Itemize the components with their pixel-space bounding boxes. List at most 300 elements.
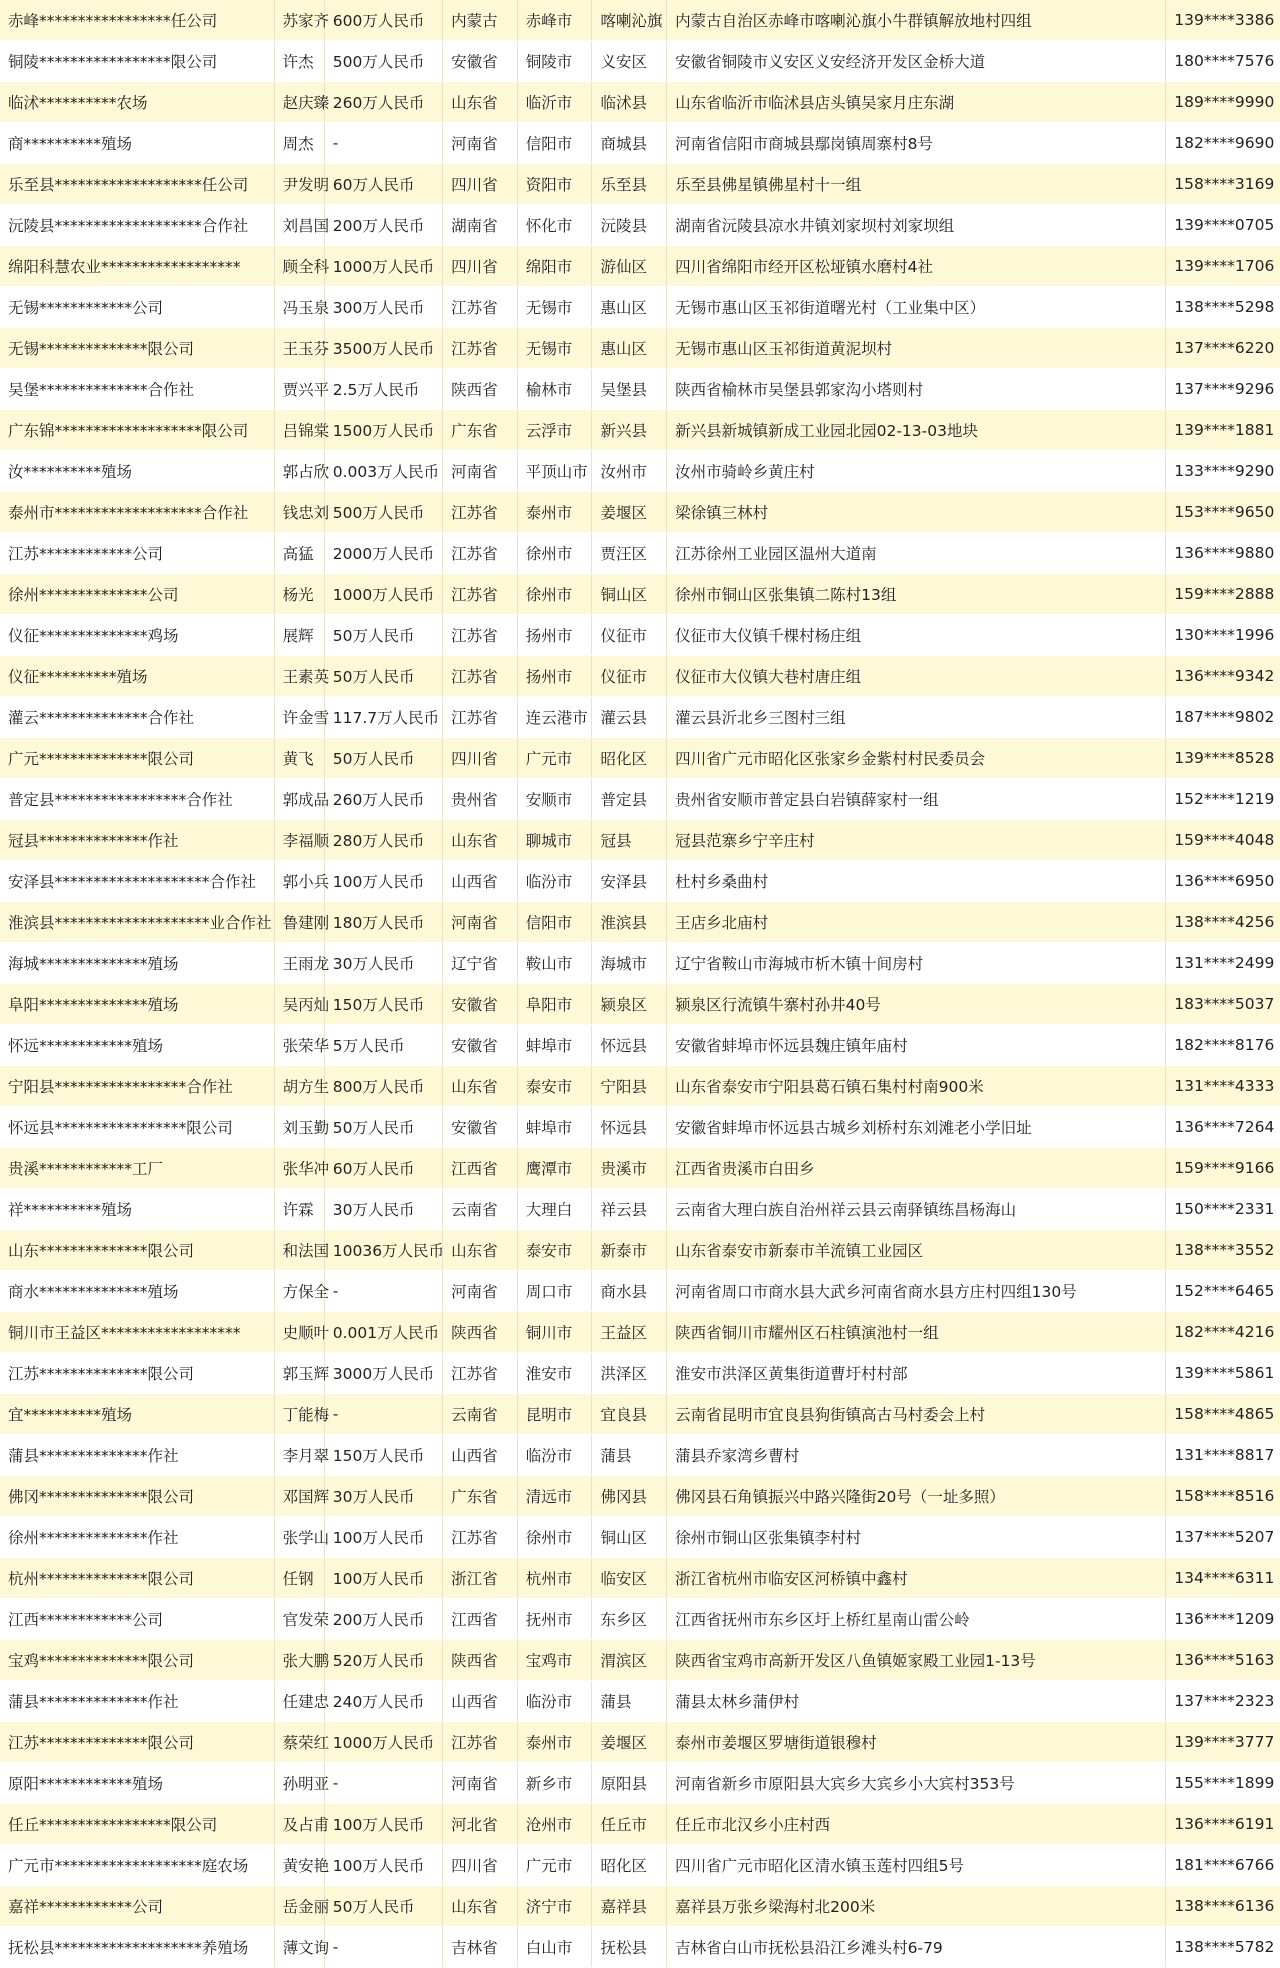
province-cell: 山东省 [443, 1886, 518, 1927]
province-cell: 四川省 [443, 164, 518, 205]
county-cell: 喀喇沁旗 [592, 0, 667, 41]
legal-person-cell: 贾兴平 [274, 369, 324, 410]
county-cell: 灌云县 [592, 697, 667, 738]
company-name-cell: 乐至县*******************任公司 [0, 164, 274, 205]
legal-person-cell: 张华冲 [274, 1148, 324, 1189]
table-row [0, 984, 1280, 1025]
province-cell: 辽宁省 [443, 943, 518, 984]
province-cell: 山东省 [443, 820, 518, 861]
table-row [0, 1353, 1280, 1394]
company-name-cell: 仪征**********殖场 [0, 656, 274, 697]
table-row [0, 328, 1280, 369]
legal-person-cell: 岳金丽 [274, 1886, 324, 1927]
province-cell: 云南省 [443, 1189, 518, 1230]
province-cell: 陕西省 [443, 1640, 518, 1681]
province-cell: 江苏省 [443, 533, 518, 574]
city-cell: 扬州市 [517, 615, 592, 656]
province-cell: 江苏省 [443, 492, 518, 533]
registered-capital-cell: - [324, 1927, 442, 1968]
address-cell: 四川省广元市昭化区清水镇玉莲村四组5号 [667, 1845, 1166, 1886]
address-cell: 浙江省杭州市临安区河桥镇中鑫村 [667, 1558, 1166, 1599]
legal-person-cell: 郭小兵 [274, 861, 324, 902]
legal-person-cell: 李月翠 [274, 1435, 324, 1476]
phone-cell: 183****5037 [1166, 984, 1280, 1025]
table-row [0, 779, 1280, 820]
county-cell: 姜堰区 [592, 492, 667, 533]
legal-person-cell: 刘玉勤 [274, 1107, 324, 1148]
province-cell: 安徽省 [443, 41, 518, 82]
province-cell: 河南省 [443, 451, 518, 492]
company-name-cell: 宜**********殖场 [0, 1394, 274, 1435]
phone-cell: 137****5207 [1166, 1517, 1280, 1558]
table-row [0, 1312, 1280, 1353]
phone-cell: 136****1209 [1166, 1599, 1280, 1640]
phone-cell: 155****1899 [1166, 1763, 1280, 1804]
registered-capital-cell: 50万人民币 [324, 738, 442, 779]
legal-person-cell: 高猛 [274, 533, 324, 574]
legal-person-cell: 方保全 [274, 1271, 324, 1312]
city-cell: 聊城市 [517, 820, 592, 861]
registered-capital-cell: 300万人民币 [324, 287, 442, 328]
address-cell: 山东省临沂市临沭县店头镇吴家月庄东湖 [667, 82, 1166, 123]
registered-capital-cell: - [324, 1271, 442, 1312]
phone-cell: 187****9802 [1166, 697, 1280, 738]
address-cell: 贵州省安顺市普定县白岩镇薛家村一组 [667, 779, 1166, 820]
legal-person-cell: 刘昌国 [274, 205, 324, 246]
address-cell: 河南省周口市商水县大武乡河南省商水县方庄村四组130号 [667, 1271, 1166, 1312]
address-cell: 冠县范寨乡宁辛庄村 [667, 820, 1166, 861]
address-cell: 山东省泰安市宁阳县葛石镇石集村村南900米 [667, 1066, 1166, 1107]
registered-capital-cell: 30万人民币 [324, 1476, 442, 1517]
city-cell: 徐州市 [517, 533, 592, 574]
county-cell: 颍泉区 [592, 984, 667, 1025]
province-cell: 山东省 [443, 82, 518, 123]
table-row [0, 1640, 1280, 1681]
phone-cell: 134****6311 [1166, 1558, 1280, 1599]
phone-cell: 131****4333 [1166, 1066, 1280, 1107]
phone-cell: 189****9990 [1166, 82, 1280, 123]
company-name-cell: 临沭**********农场 [0, 82, 274, 123]
company-name-cell: 山东**************限公司 [0, 1230, 274, 1271]
company-name-cell: 广元**************限公司 [0, 738, 274, 779]
phone-cell: 136****9342 [1166, 656, 1280, 697]
company-name-cell: 吴堡**************合作社 [0, 369, 274, 410]
phone-cell: 136****6191 [1166, 1804, 1280, 1845]
phone-cell: 131****2499 [1166, 943, 1280, 984]
legal-person-cell: 蔡荣红 [274, 1722, 324, 1763]
county-cell: 东乡区 [592, 1599, 667, 1640]
registered-capital-cell: 30万人民币 [324, 943, 442, 984]
city-cell: 沧州市 [517, 1804, 592, 1845]
table-row [0, 1107, 1280, 1148]
legal-person-cell: 郭成品 [274, 779, 324, 820]
legal-person-cell: 孙明亚 [274, 1763, 324, 1804]
company-name-cell: 怀远************殖场 [0, 1025, 274, 1066]
legal-person-cell: 张大鹏 [274, 1640, 324, 1681]
county-cell: 惠山区 [592, 328, 667, 369]
company-name-cell: 铜川市王益区****************** [0, 1312, 274, 1353]
legal-person-cell: 王玉芬 [274, 328, 324, 369]
phone-cell: 138****4256 [1166, 902, 1280, 943]
legal-person-cell: 鲁建刚 [274, 902, 324, 943]
province-cell: 河北省 [443, 1804, 518, 1845]
legal-person-cell: 吕锦棠 [274, 410, 324, 451]
city-cell: 赤峰市 [517, 0, 592, 41]
county-cell: 淮滨县 [592, 902, 667, 943]
legal-person-cell: 张荣华 [274, 1025, 324, 1066]
province-cell: 吉林省 [443, 1927, 518, 1968]
phone-cell: 182****8176 [1166, 1025, 1280, 1066]
company-name-cell: 仪征**************鸡场 [0, 615, 274, 656]
address-cell: 仪征市大仪镇千棵村杨庄组 [667, 615, 1166, 656]
registered-capital-cell: 150万人民币 [324, 984, 442, 1025]
company-name-cell: 原阳************殖场 [0, 1763, 274, 1804]
phone-cell: 139****1881 [1166, 410, 1280, 451]
registered-capital-cell: 520万人民币 [324, 1640, 442, 1681]
registered-capital-cell: 1000万人民币 [324, 574, 442, 615]
registered-capital-cell: 60万人民币 [324, 164, 442, 205]
city-cell: 怀化市 [517, 205, 592, 246]
city-cell: 鞍山市 [517, 943, 592, 984]
company-name-cell: 贵溪************工厂 [0, 1148, 274, 1189]
registered-capital-cell: 260万人民币 [324, 779, 442, 820]
legal-person-cell: 李福顺 [274, 820, 324, 861]
table-row [0, 123, 1280, 164]
city-cell: 信阳市 [517, 902, 592, 943]
address-cell: 江西省贵溪市白田乡 [667, 1148, 1166, 1189]
county-cell: 游仙区 [592, 246, 667, 287]
phone-cell: 139****0705 [1166, 205, 1280, 246]
company-name-cell: 蒲县**************作社 [0, 1681, 274, 1722]
address-cell: 王店乡北庙村 [667, 902, 1166, 943]
city-cell: 泰安市 [517, 1066, 592, 1107]
county-cell: 祥云县 [592, 1189, 667, 1230]
province-cell: 安徽省 [443, 984, 518, 1025]
province-cell: 贵州省 [443, 779, 518, 820]
address-cell: 陕西省榆林市吴堡县郭家沟小塔则村 [667, 369, 1166, 410]
province-cell: 山西省 [443, 1681, 518, 1722]
legal-person-cell: 薄文询 [274, 1927, 324, 1968]
registered-capital-cell: 0.001万人民币 [324, 1312, 442, 1353]
registered-capital-cell: 500万人民币 [324, 41, 442, 82]
county-cell: 原阳县 [592, 1763, 667, 1804]
company-name-cell: 任丘*****************限公司 [0, 1804, 274, 1845]
legal-person-cell: 许霖 [274, 1189, 324, 1230]
county-cell: 商水县 [592, 1271, 667, 1312]
company-name-cell: 淮滨县********************业合作社 [0, 902, 274, 943]
address-cell: 河南省新乡市原阳县大宾乡大宾乡小大宾村353号 [667, 1763, 1166, 1804]
registered-capital-cell: 180万人民币 [324, 902, 442, 943]
company-name-cell: 广元市*******************庭农场 [0, 1845, 274, 1886]
province-cell: 广东省 [443, 1476, 518, 1517]
legal-person-cell: 黄安艳 [274, 1845, 324, 1886]
county-cell: 蒲县 [592, 1435, 667, 1476]
table-row [0, 902, 1280, 943]
registered-capital-cell: 30万人民币 [324, 1189, 442, 1230]
legal-person-cell: 王素英 [274, 656, 324, 697]
address-cell: 汝州市骑岭乡黄庄村 [667, 451, 1166, 492]
phone-cell: 136****5163 [1166, 1640, 1280, 1681]
company-name-cell: 商**********殖场 [0, 123, 274, 164]
city-cell: 临汾市 [517, 1435, 592, 1476]
table-row [0, 656, 1280, 697]
company-name-cell: 嘉祥************公司 [0, 1886, 274, 1927]
county-cell: 贵溪市 [592, 1148, 667, 1189]
city-cell: 临汾市 [517, 1681, 592, 1722]
city-cell: 扬州市 [517, 656, 592, 697]
city-cell: 昆明市 [517, 1394, 592, 1435]
county-cell: 海城市 [592, 943, 667, 984]
province-cell: 安徽省 [443, 1107, 518, 1148]
phone-cell: 152****1219 [1166, 779, 1280, 820]
phone-cell: 138****5782 [1166, 1927, 1280, 1968]
table-row [0, 410, 1280, 451]
company-name-cell: 铜陵*****************限公司 [0, 41, 274, 82]
legal-person-cell: 苏家齐 [274, 0, 324, 41]
address-cell: 安徽省蚌埠市怀远县魏庄镇年庙村 [667, 1025, 1166, 1066]
legal-person-cell: 黄飞 [274, 738, 324, 779]
address-cell: 内蒙古自治区赤峰市喀喇沁旗小牛群镇解放地村四组 [667, 0, 1166, 41]
company-name-cell: 广东锦*******************限公司 [0, 410, 274, 451]
address-cell: 陕西省宝鸡市高新开发区八鱼镇姬家殿工业园1-13号 [667, 1640, 1166, 1681]
company-name-cell: 祥**********殖场 [0, 1189, 274, 1230]
county-cell: 临安区 [592, 1558, 667, 1599]
county-cell: 怀远县 [592, 1107, 667, 1148]
registered-capital-cell: 100万人民币 [324, 1804, 442, 1845]
county-cell: 冠县 [592, 820, 667, 861]
county-cell: 任丘市 [592, 1804, 667, 1845]
address-cell: 泰州市姜堰区罗塘街道银穆村 [667, 1722, 1166, 1763]
table-row [0, 1558, 1280, 1599]
registered-capital-cell: 100万人民币 [324, 861, 442, 902]
address-cell: 仪征市大仪镇大巷村唐庄组 [667, 656, 1166, 697]
registered-capital-cell: 240万人民币 [324, 1681, 442, 1722]
county-cell: 蒲县 [592, 1681, 667, 1722]
phone-cell: 133****9290 [1166, 451, 1280, 492]
table-row [0, 205, 1280, 246]
county-cell: 渭滨区 [592, 1640, 667, 1681]
city-cell: 阜阳市 [517, 984, 592, 1025]
company-name-cell: 抚松县*******************养殖场 [0, 1927, 274, 1968]
registered-capital-cell: 0.003万人民币 [324, 451, 442, 492]
phone-cell: 139****3777 [1166, 1722, 1280, 1763]
province-cell: 陕西省 [443, 1312, 518, 1353]
province-cell: 江苏省 [443, 328, 518, 369]
address-cell: 山东省泰安市新泰市羊流镇工业园区 [667, 1230, 1166, 1271]
city-cell: 新乡市 [517, 1763, 592, 1804]
county-cell: 洪泽区 [592, 1353, 667, 1394]
address-cell: 江苏徐州工业园区温州大道南 [667, 533, 1166, 574]
address-cell: 蒲县乔家湾乡曹村 [667, 1435, 1166, 1476]
phone-cell: 137****9296 [1166, 369, 1280, 410]
registered-capital-cell: 2.5万人民币 [324, 369, 442, 410]
county-cell: 宁阳县 [592, 1066, 667, 1107]
address-cell: 梁徐镇三林村 [667, 492, 1166, 533]
province-cell: 陕西省 [443, 369, 518, 410]
phone-cell: 182****4216 [1166, 1312, 1280, 1353]
province-cell: 四川省 [443, 738, 518, 779]
province-cell: 江西省 [443, 1599, 518, 1640]
table-row [0, 369, 1280, 410]
county-cell: 嘉祥县 [592, 1886, 667, 1927]
county-cell: 怀远县 [592, 1025, 667, 1066]
company-name-cell: 灌云**************合作社 [0, 697, 274, 738]
table-row [0, 1763, 1280, 1804]
table-row [0, 246, 1280, 287]
county-cell: 汝州市 [592, 451, 667, 492]
registered-capital-cell: 1500万人民币 [324, 410, 442, 451]
city-cell: 白山市 [517, 1927, 592, 1968]
registered-capital-cell: 100万人民币 [324, 1845, 442, 1886]
legal-person-cell: 许金雪 [274, 697, 324, 738]
county-cell: 仪征市 [592, 656, 667, 697]
table-row [0, 1886, 1280, 1927]
address-cell: 淮安市洪泽区黄集街道曹圩村村部 [667, 1353, 1166, 1394]
legal-person-cell: 史顺叶 [274, 1312, 324, 1353]
registered-capital-cell: 800万人民币 [324, 1066, 442, 1107]
legal-person-cell: 郭玉辉 [274, 1353, 324, 1394]
legal-person-cell: 冯玉泉 [274, 287, 324, 328]
address-cell: 任丘市北汉乡小庄村西 [667, 1804, 1166, 1845]
legal-person-cell: 展辉 [274, 615, 324, 656]
county-cell: 仪征市 [592, 615, 667, 656]
company-name-cell: 冠县**************作社 [0, 820, 274, 861]
registered-capital-cell: 50万人民币 [324, 656, 442, 697]
registered-capital-cell: 1000万人民币 [324, 1722, 442, 1763]
phone-cell: 139****1706 [1166, 246, 1280, 287]
table-row [0, 1681, 1280, 1722]
company-name-cell: 徐州**************公司 [0, 574, 274, 615]
legal-person-cell: 官发荣 [274, 1599, 324, 1640]
legal-person-cell: 张学山 [274, 1517, 324, 1558]
table-row [0, 1722, 1280, 1763]
table-row [0, 1804, 1280, 1845]
city-cell: 无锡市 [517, 287, 592, 328]
city-cell: 泰安市 [517, 1230, 592, 1271]
province-cell: 山西省 [443, 1435, 518, 1476]
table-row [0, 1476, 1280, 1517]
phone-cell: 136****7264 [1166, 1107, 1280, 1148]
phone-cell: 138****5298 [1166, 287, 1280, 328]
legal-person-cell: 尹发明 [274, 164, 324, 205]
city-cell: 徐州市 [517, 1517, 592, 1558]
registered-capital-cell: - [324, 1394, 442, 1435]
phone-cell: 159****2888 [1166, 574, 1280, 615]
company-name-cell: 宁阳县*****************合作社 [0, 1066, 274, 1107]
province-cell: 山东省 [443, 1066, 518, 1107]
province-cell: 广东省 [443, 410, 518, 451]
province-cell: 河南省 [443, 1763, 518, 1804]
address-cell: 嘉祥县万张乡梁海村北200米 [667, 1886, 1166, 1927]
city-cell: 铜川市 [517, 1312, 592, 1353]
city-cell: 临汾市 [517, 861, 592, 902]
county-cell: 贾汪区 [592, 533, 667, 574]
registered-capital-cell: 5万人民币 [324, 1025, 442, 1066]
phone-cell: 182****9690 [1166, 123, 1280, 164]
table-row [0, 1230, 1280, 1271]
province-cell: 江苏省 [443, 287, 518, 328]
address-cell: 湖南省沅陵县凉水井镇刘家坝村刘家坝组 [667, 205, 1166, 246]
city-cell: 无锡市 [517, 328, 592, 369]
phone-cell: 139****8528 [1166, 738, 1280, 779]
phone-cell: 150****2331 [1166, 1189, 1280, 1230]
province-cell: 安徽省 [443, 1025, 518, 1066]
table-row [0, 0, 1280, 41]
province-cell: 山西省 [443, 861, 518, 902]
city-cell: 平顶山市 [517, 451, 592, 492]
registered-capital-cell: 50万人民币 [324, 1886, 442, 1927]
company-name-cell: 怀远县*****************限公司 [0, 1107, 274, 1148]
city-cell: 绵阳市 [517, 246, 592, 287]
county-cell: 沅陵县 [592, 205, 667, 246]
city-cell: 连云港市 [517, 697, 592, 738]
company-name-cell: 佛冈**************限公司 [0, 1476, 274, 1517]
address-cell: 安徽省蚌埠市怀远县古城乡刘桥村东刘滩老小学旧址 [667, 1107, 1166, 1148]
city-cell: 抚州市 [517, 1599, 592, 1640]
address-cell: 蒲县太林乡蒲伊村 [667, 1681, 1166, 1722]
table-row [0, 738, 1280, 779]
table-row [0, 615, 1280, 656]
address-cell: 颍泉区行流镇牛寨村孙井40号 [667, 984, 1166, 1025]
address-cell: 杜村乡桑曲村 [667, 861, 1166, 902]
legal-person-cell: 顾全科 [274, 246, 324, 287]
county-cell: 昭化区 [592, 1845, 667, 1886]
table-row [0, 1066, 1280, 1107]
phone-cell: 139****3386 [1166, 0, 1280, 41]
address-cell: 乐至县佛星镇佛星村十一组 [667, 164, 1166, 205]
city-cell: 榆林市 [517, 369, 592, 410]
county-cell: 安泽县 [592, 861, 667, 902]
phone-cell: 159****9166 [1166, 1148, 1280, 1189]
city-cell: 清远市 [517, 1476, 592, 1517]
city-cell: 杭州市 [517, 1558, 592, 1599]
phone-cell: 136****6950 [1166, 861, 1280, 902]
county-cell: 铜山区 [592, 1517, 667, 1558]
address-cell: 江西省抚州市东乡区圩上桥红星南山雷公岭 [667, 1599, 1166, 1640]
company-name-cell: 江苏**************限公司 [0, 1722, 274, 1763]
county-cell: 普定县 [592, 779, 667, 820]
city-cell: 广元市 [517, 738, 592, 779]
company-name-cell: 沅陵县*******************合作社 [0, 205, 274, 246]
company-name-cell: 江苏**************限公司 [0, 1353, 274, 1394]
table-row [0, 1394, 1280, 1435]
company-name-cell: 无锡**************限公司 [0, 328, 274, 369]
address-cell: 佛冈县石角镇振兴中路兴隆街20号（一址多照） [667, 1476, 1166, 1517]
table-row [0, 861, 1280, 902]
phone-cell: 158****4865 [1166, 1394, 1280, 1435]
table-row [0, 533, 1280, 574]
company-name-cell: 汝**********殖场 [0, 451, 274, 492]
phone-cell: 130****1996 [1166, 615, 1280, 656]
table-row [0, 1435, 1280, 1476]
county-cell: 宜良县 [592, 1394, 667, 1435]
phone-cell: 158****8516 [1166, 1476, 1280, 1517]
province-cell: 四川省 [443, 1845, 518, 1886]
company-name-cell: 江西************公司 [0, 1599, 274, 1640]
address-cell: 四川省广元市昭化区张家乡金紫村村民委员会 [667, 738, 1166, 779]
address-cell: 吉林省白山市抚松县沿江乡滩头村6-79 [667, 1927, 1166, 1968]
table-row [0, 1517, 1280, 1558]
province-cell: 河南省 [443, 1271, 518, 1312]
table-row [0, 492, 1280, 533]
table-row [0, 697, 1280, 738]
legal-person-cell: 丁能梅 [274, 1394, 324, 1435]
registered-capital-cell: 2000万人民币 [324, 533, 442, 574]
county-cell: 惠山区 [592, 287, 667, 328]
phone-cell: 139****5861 [1166, 1353, 1280, 1394]
phone-cell: 137****6220 [1166, 328, 1280, 369]
registered-capital-cell: 100万人民币 [324, 1517, 442, 1558]
